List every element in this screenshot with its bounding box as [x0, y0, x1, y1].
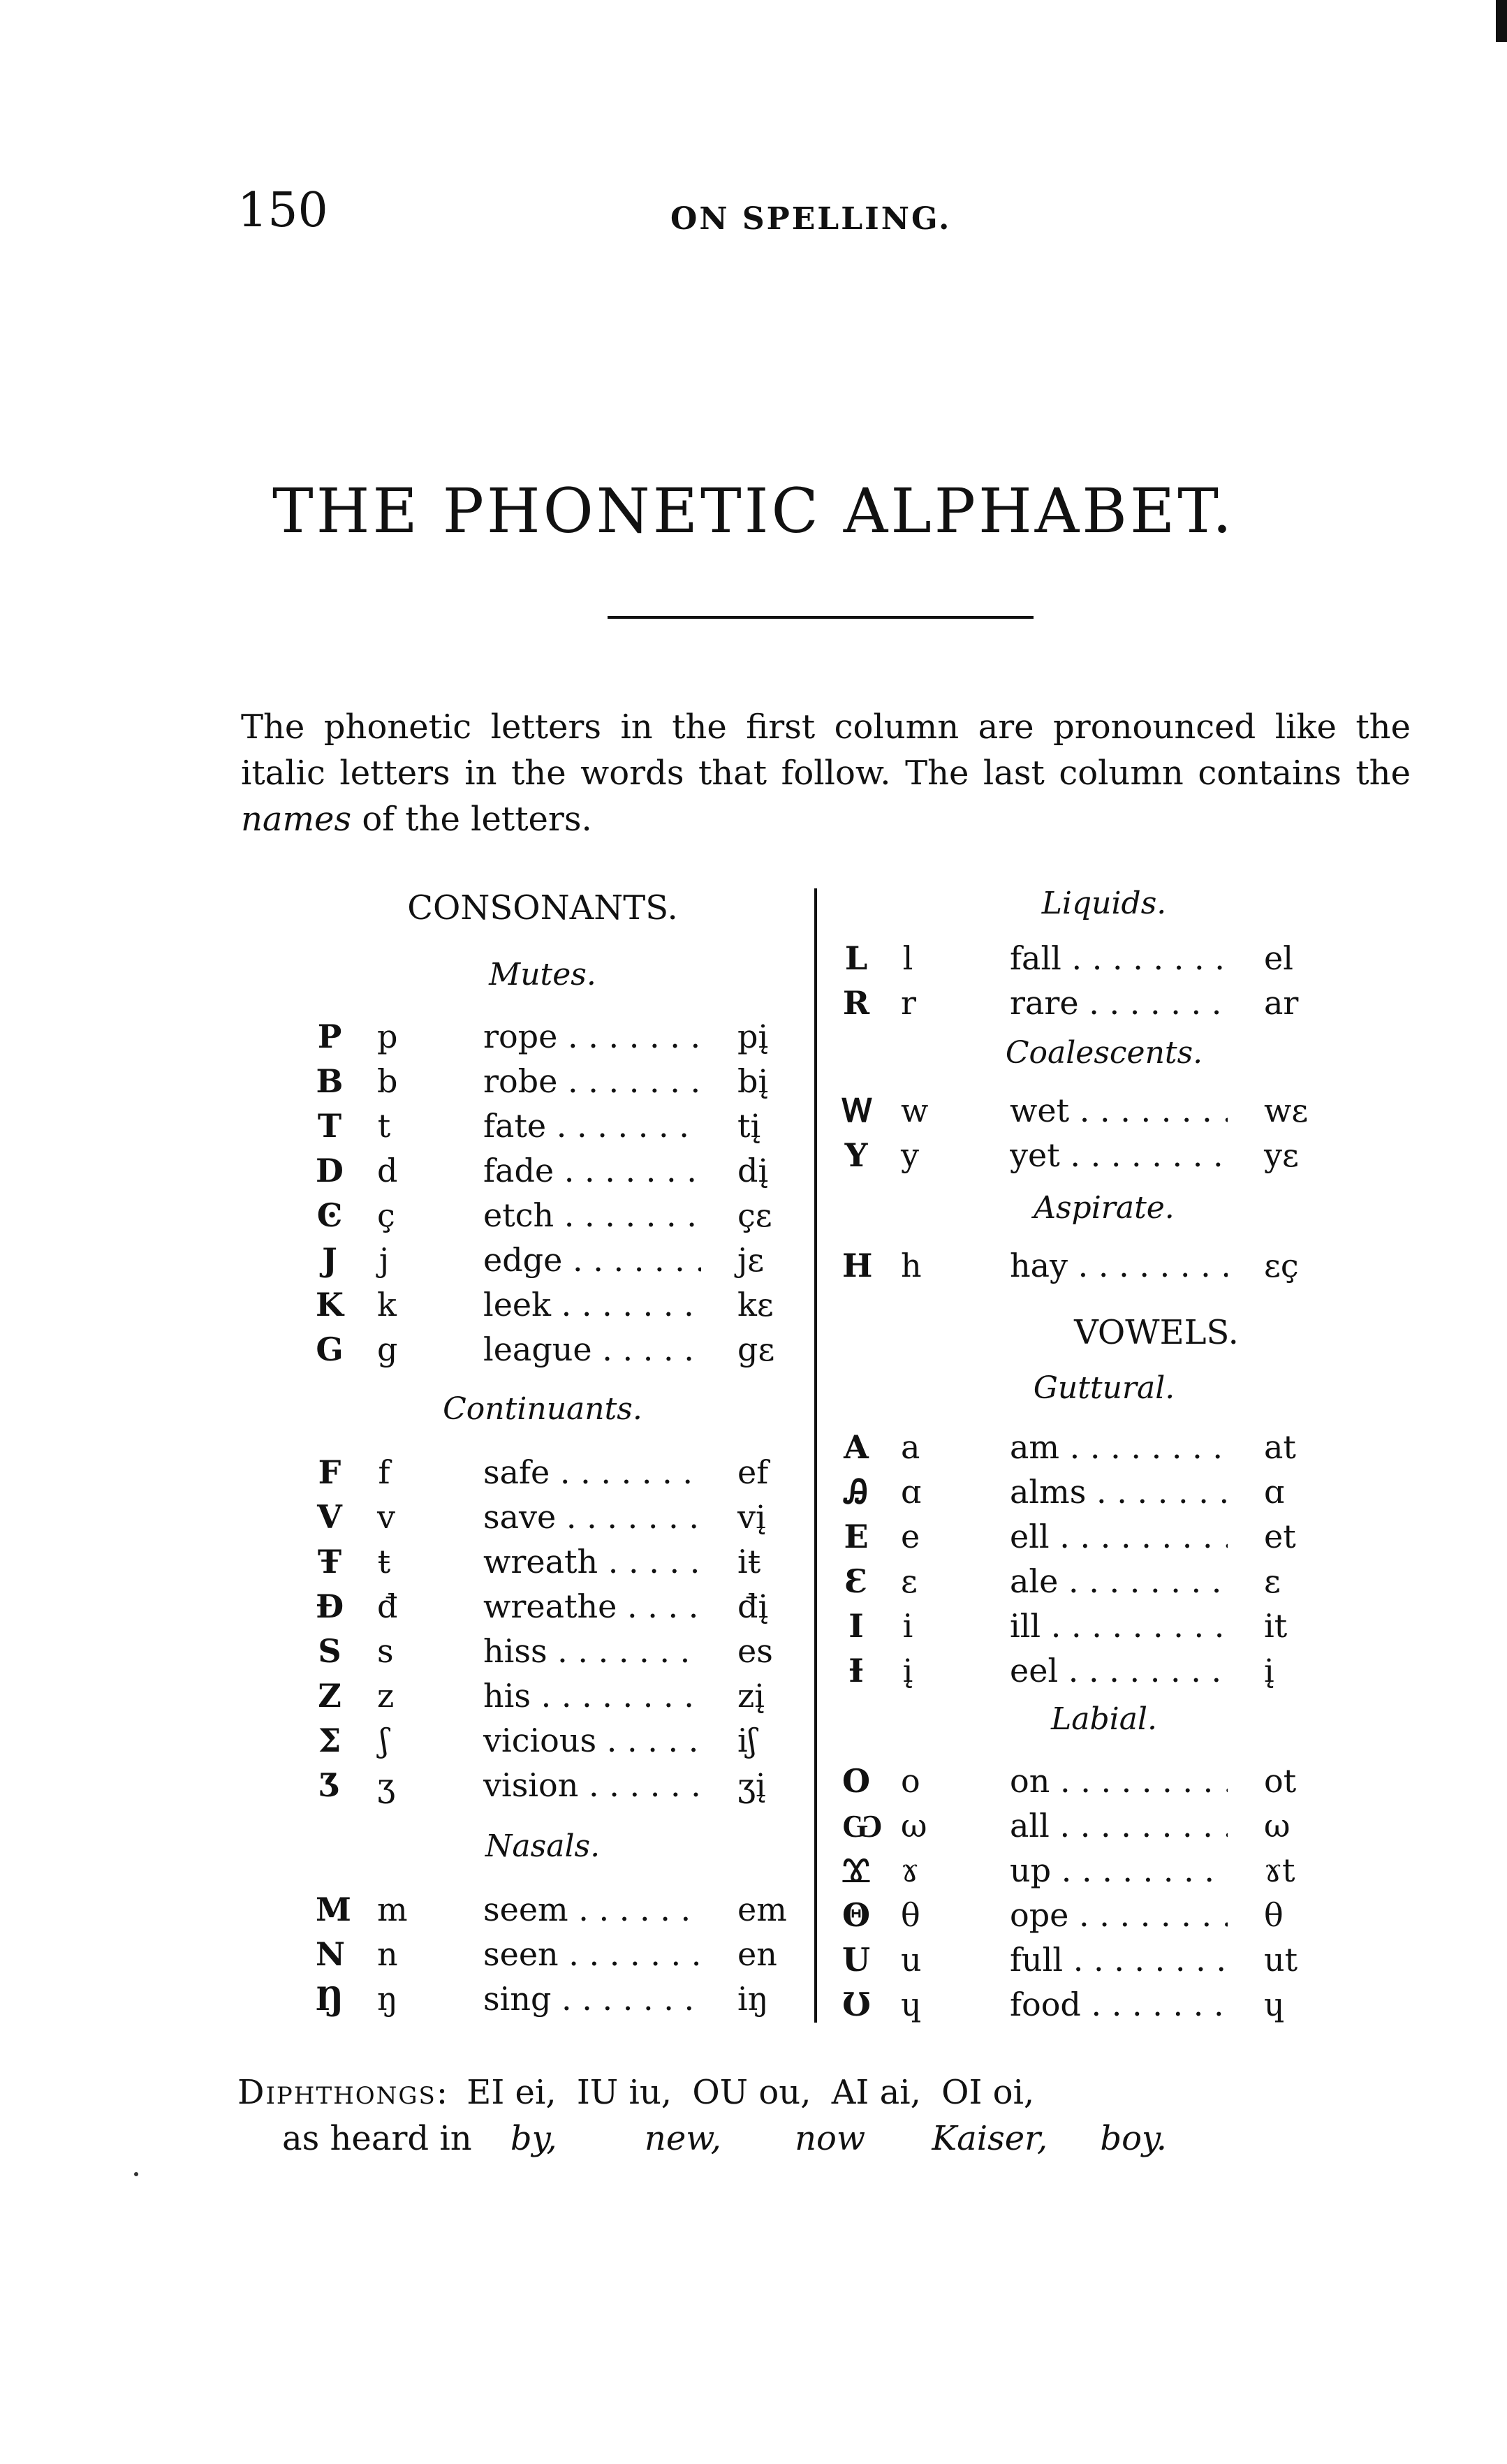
example-word: ope . . .: [1010, 1893, 1228, 1937]
letter-name: ot: [1264, 1762, 1297, 1800]
intro-text-1: The phonetic letters in the first column are pronounced like the italic letters in the words that follow. The last column contains the: [241, 707, 1411, 793]
letter-name: em: [737, 1891, 787, 1928]
capital-letter: P: [317, 1018, 342, 1055]
example-word: ill . . .: [1010, 1604, 1228, 1648]
letter-name: θ: [1264, 1896, 1284, 1934]
letter-name: wɛ: [1264, 1092, 1309, 1129]
example-word: by,: [510, 2119, 557, 2158]
example-word: Kaiser,: [932, 2119, 1048, 2158]
letter-name: vį: [737, 1498, 766, 1536]
small-letter: ɑ: [901, 1473, 922, 1511]
letter-name: dį: [737, 1152, 769, 1189]
example-word: sing . . .: [483, 1977, 701, 2021]
small-letter: θ: [901, 1896, 920, 1934]
example-word: wreathe . . .: [483, 1584, 701, 1629]
capital-letter: Σ: [318, 1722, 341, 1759]
small-letter: j: [378, 1241, 390, 1279]
small-letter: e: [901, 1518, 920, 1555]
capital-letter: Ɛ: [844, 1562, 868, 1600]
diphthong: AI ai,: [831, 2073, 921, 2112]
example-word: seem . . .: [483, 1887, 701, 1932]
example-word: rope . . .: [483, 1014, 701, 1059]
small-letter: ʃ: [379, 1722, 389, 1759]
small-letter: z: [377, 1677, 395, 1715]
small-letter: y: [901, 1136, 919, 1174]
capital-letter: M: [316, 1891, 351, 1928]
coalescents-label: Coalescents.: [1005, 1035, 1203, 1071]
example-word: leek . . .: [483, 1282, 701, 1327]
example-word: wet . . .: [1010, 1088, 1228, 1133]
example-word: robe . . .: [483, 1059, 701, 1103]
small-letter: į: [902, 1652, 913, 1689]
capital-letter: Z: [318, 1677, 341, 1715]
capital-letter: J: [322, 1241, 337, 1279]
letter-name: zį: [737, 1677, 765, 1715]
capital-letter: A: [844, 1428, 869, 1466]
letter-name: ʒį: [737, 1766, 766, 1804]
small-letter: ɛ: [901, 1562, 918, 1600]
small-letter: i: [902, 1607, 913, 1645]
letter-name: ɛ: [1264, 1562, 1281, 1600]
capital-letter: G: [316, 1330, 344, 1368]
small-letter: h: [901, 1247, 922, 1284]
example-word: now: [795, 2119, 866, 2158]
example-word: am . . .: [1010, 1425, 1228, 1469]
capital-letter: Ɖ: [316, 1587, 344, 1625]
diphthongs-line: [237, 2073, 1034, 2112]
small-letter: u: [901, 1941, 922, 1979]
capital-letter: V: [317, 1498, 342, 1536]
page-edge-mark: [1496, 0, 1507, 42]
small-letter: đ: [377, 1587, 398, 1625]
nasals-label: Nasals.: [485, 1828, 601, 1864]
example-word: vicious . . .: [483, 1718, 701, 1763]
diphthong: OU ou,: [692, 2073, 811, 2112]
letter-name: pį: [737, 1018, 769, 1055]
capital-letter: Ͼ: [316, 1196, 343, 1234]
letter-name: jɛ: [737, 1241, 765, 1279]
liquids-label: Liquids.: [1041, 886, 1167, 921]
capital-letter: N: [316, 1935, 346, 1973]
heard-in-label: as heard in: [282, 2119, 472, 2158]
small-letter: ɥ: [901, 1986, 922, 2023]
page-number: 150: [237, 183, 328, 238]
capital-letter: S: [318, 1632, 341, 1670]
letter-name: iŋ: [737, 1980, 769, 2018]
example-word: up . . .: [1010, 1848, 1228, 1893]
example-word: yet . . .: [1010, 1133, 1228, 1178]
capital-letter: Ꭿ: [844, 1473, 868, 1511]
aspirate-label: Aspirate.: [1034, 1190, 1175, 1226]
mutes-label: Mutes.: [489, 957, 596, 992]
diphthongs-label: Diphthongs:: [237, 2073, 450, 2112]
capital-letter: Ɨ: [848, 1652, 864, 1689]
continuants-label: Continuants.: [443, 1391, 642, 1427]
small-letter: n: [377, 1935, 398, 1973]
example-word: fall . . .: [1010, 936, 1228, 981]
letter-name: et: [1264, 1518, 1296, 1555]
small-letter: l: [902, 939, 913, 977]
capital-letter: Ŧ: [317, 1543, 342, 1581]
capital-letter: E: [844, 1518, 869, 1555]
capital-letter: Ɤ: [843, 1851, 869, 1889]
small-letter: ʒ: [377, 1766, 395, 1804]
letter-name: ɛç: [1264, 1247, 1299, 1284]
letter-name: kɛ: [737, 1286, 774, 1323]
intro-text-2: of the letters.: [351, 800, 592, 839]
title-divider: [608, 616, 1034, 619]
small-letter: v: [377, 1498, 395, 1536]
capital-letter: I: [848, 1607, 864, 1645]
example-word: on . . .: [1010, 1759, 1228, 1803]
margin-speck: [134, 2172, 138, 2176]
letter-name: gɛ: [737, 1330, 775, 1368]
small-letter: k: [377, 1286, 397, 1323]
example-word: ale . . .: [1010, 1559, 1228, 1604]
small-letter: d: [377, 1152, 398, 1189]
example-word: wreath . . .: [483, 1539, 701, 1584]
letter-name: iʃ: [737, 1722, 757, 1759]
small-letter: p: [377, 1018, 398, 1055]
capital-letter: Ʊ: [842, 1986, 871, 2023]
example-word: all . . .: [1010, 1803, 1228, 1848]
letter-name: į: [1264, 1652, 1274, 1689]
example-word: ell . . .: [1010, 1514, 1228, 1559]
example-word: save . . .: [483, 1495, 701, 1539]
example-word: boy.: [1100, 2119, 1167, 2158]
capital-letter: F: [318, 1453, 341, 1491]
letter-name: en: [737, 1935, 777, 1973]
letter-name: bį: [737, 1062, 769, 1100]
capital-letter: Ŋ: [316, 1980, 344, 2018]
example-word: eel . . .: [1010, 1648, 1228, 1693]
column-divider: [814, 888, 817, 2023]
letter-name: ω: [1264, 1807, 1291, 1845]
diphthong: IU iu,: [576, 2073, 672, 2112]
consonants-heading: CONSONANTS.: [407, 888, 678, 927]
intro-paragraph: [241, 704, 1411, 842]
small-letter: r: [901, 984, 916, 1022]
capital-letter: H: [842, 1247, 873, 1284]
letter-name: ar: [1264, 984, 1299, 1022]
heard-in-line: [282, 2119, 1167, 2158]
example-word: hiss . . .: [483, 1629, 701, 1673]
small-letter: s: [377, 1632, 394, 1670]
example-word: safe . . .: [483, 1450, 701, 1495]
small-letter: t: [377, 1107, 391, 1145]
letter-name: at: [1264, 1428, 1296, 1466]
small-letter: ɤ: [901, 1851, 919, 1889]
example-word: new,: [644, 2119, 721, 2158]
small-letter: g: [377, 1330, 398, 1368]
capital-letter: R: [842, 984, 870, 1022]
vowels-heading: VOWELS.: [1074, 1313, 1239, 1352]
capital-letter: T: [317, 1107, 342, 1145]
intro-emphasis: names: [241, 800, 352, 839]
small-letter: ŧ: [377, 1543, 391, 1581]
example-word: fade . . .: [483, 1148, 701, 1193]
capital-letter: Ʒ: [318, 1766, 341, 1804]
letter-name: iŧ: [737, 1543, 761, 1581]
capital-letter: D: [316, 1152, 344, 1189]
example-word: etch . . .: [483, 1193, 701, 1238]
page-title: THE PHONETIC ALPHABET.: [272, 475, 1235, 547]
example-word: alms . . .: [1010, 1469, 1228, 1514]
capital-letter: O: [842, 1762, 871, 1800]
capital-letter: K: [316, 1286, 344, 1323]
letter-name: ɑ: [1264, 1473, 1285, 1511]
capital-letter: L: [844, 939, 868, 977]
letter-name: tį: [737, 1107, 761, 1145]
capital-letter: B: [316, 1062, 344, 1100]
example-word: league . . .: [483, 1327, 701, 1372]
example-word: seen . . .: [483, 1932, 701, 1977]
small-letter: ç: [377, 1196, 395, 1234]
capital-letter: Θ: [842, 1896, 871, 1934]
letter-name: çɛ: [737, 1196, 772, 1234]
small-letter: w: [901, 1092, 929, 1129]
diphthong: EI ei,: [466, 2073, 557, 2112]
example-word: fate . . .: [483, 1103, 701, 1148]
example-word: his . . .: [483, 1673, 701, 1718]
small-letter: o: [901, 1762, 920, 1800]
capital-letter: Y: [844, 1136, 868, 1174]
example-word: full . . .: [1010, 1937, 1228, 1982]
example-word: hay . . .: [1010, 1243, 1228, 1288]
guttural-label: Guttural.: [1033, 1370, 1175, 1406]
diphthong: OI oi,: [941, 2073, 1035, 2112]
running-head: ON SPELLING.: [670, 201, 952, 237]
labial-label: Labial.: [1051, 1701, 1157, 1737]
small-letter: ω: [901, 1807, 927, 1845]
small-letter: a: [901, 1428, 920, 1466]
example-word: food . . .: [1010, 1982, 1228, 2027]
letter-name: đį: [737, 1587, 769, 1625]
letter-name: ɤt: [1264, 1851, 1295, 1889]
capital-letter: Ꮃ: [842, 1092, 874, 1129]
letter-name: es: [737, 1632, 773, 1670]
letter-name: ut: [1264, 1941, 1298, 1979]
small-letter: m: [377, 1891, 408, 1928]
small-letter: ŋ: [377, 1980, 398, 2018]
capital-letter: Ѡ: [842, 1807, 883, 1845]
example-word: rare . . .: [1010, 981, 1228, 1025]
example-word: edge . . .: [483, 1238, 701, 1282]
letter-name: yɛ: [1264, 1136, 1299, 1174]
small-letter: f: [378, 1453, 390, 1491]
example-word: vision . . .: [483, 1763, 701, 1807]
letter-name: el: [1264, 939, 1293, 977]
letter-name: it: [1264, 1607, 1288, 1645]
small-letter: b: [377, 1062, 398, 1100]
capital-letter: U: [842, 1941, 871, 1979]
letter-name: ef: [737, 1453, 769, 1491]
letter-name: ɥ: [1264, 1986, 1285, 2023]
